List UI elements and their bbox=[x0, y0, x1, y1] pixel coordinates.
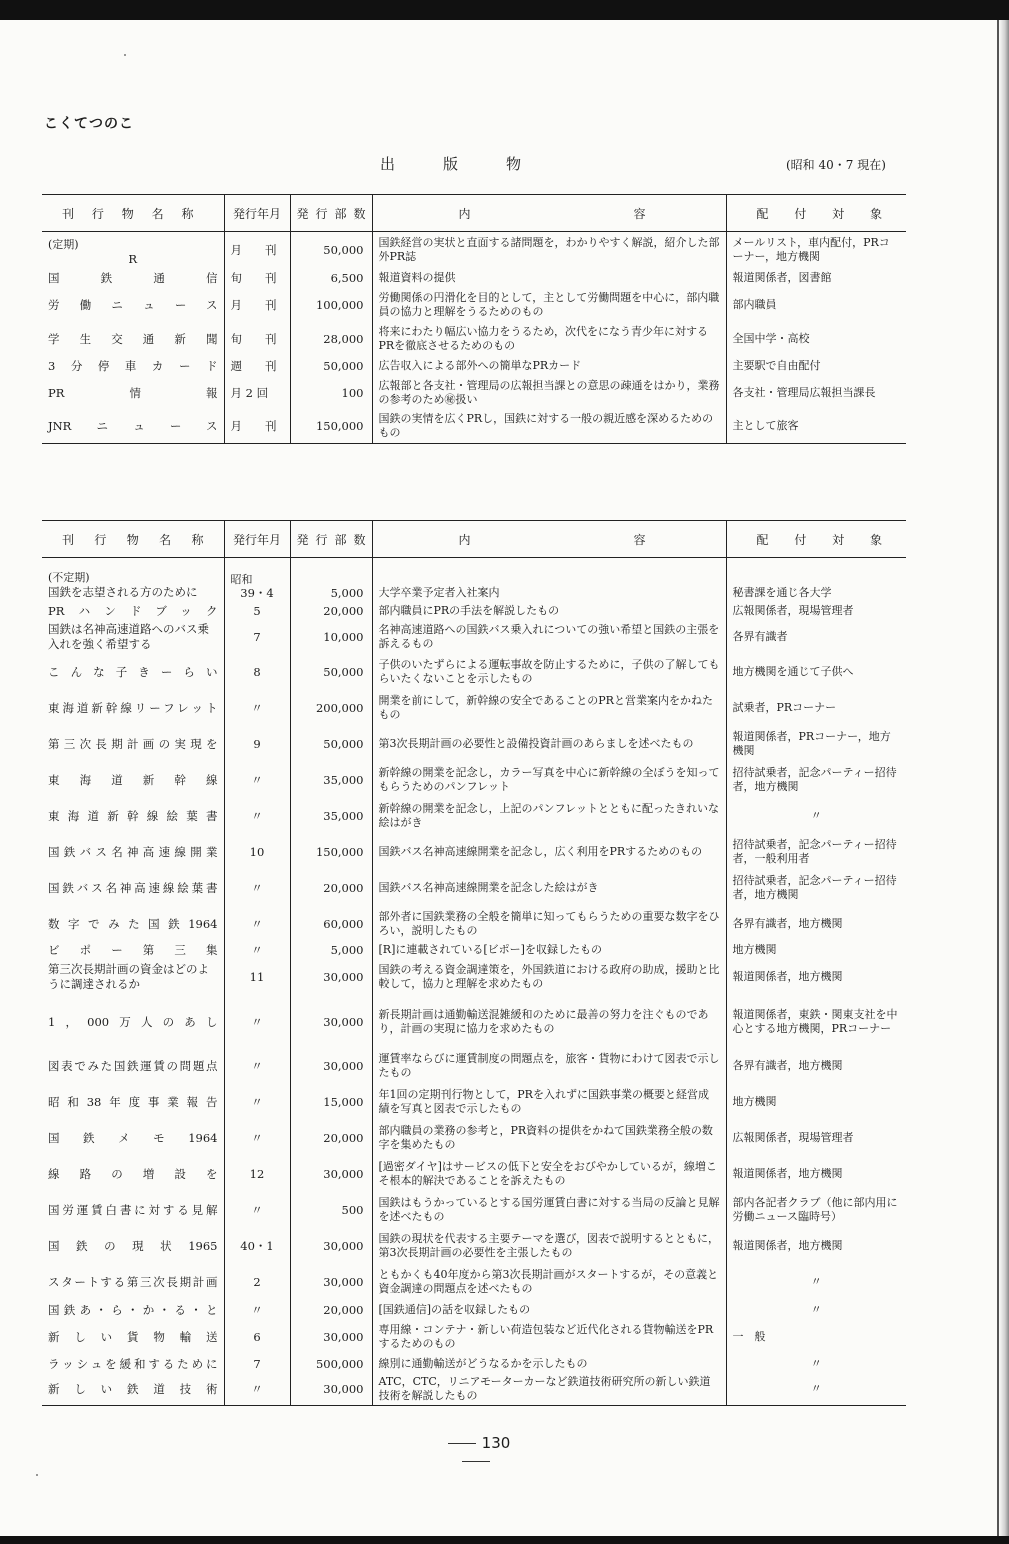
content-description: 名神高速道路への国鉄バス乗入れについての強い希望と国鉄の主張を訴えるもの bbox=[372, 620, 726, 654]
publication-name: 線路の増設を bbox=[48, 1166, 218, 1181]
publication-name: 1，000万人のあし bbox=[48, 1014, 218, 1029]
scan-speck bbox=[36, 1474, 38, 1476]
content-description: 新幹線の開業を記念し，上記のパンフレットとともに配ったきれいな絵はがき bbox=[372, 798, 726, 834]
publication-name: 第三次長期計画の実現を bbox=[48, 736, 218, 751]
content-description: 部内職員の業務の参考と，PR資料の提供をかねて国鉄業務全般の数字を集めたもの bbox=[372, 1120, 726, 1156]
content-description: 新長期計画は通勤輸送混雑緩和のために最善の努力を注ぐものであり，計画の実現に協力を求めたもの bbox=[372, 996, 726, 1048]
distribution-target: 招待試乗者，記念パーティー招待者，地方機関 bbox=[726, 870, 906, 906]
section-label: (不定期) bbox=[48, 570, 90, 584]
content-description: 報道資料の提供 bbox=[372, 268, 726, 288]
publication-name bbox=[42, 558, 224, 602]
publication-name: 東海道新幹線 bbox=[48, 772, 218, 787]
table-row bbox=[42, 356, 906, 376]
issue-frequency: 月 刊 bbox=[224, 410, 290, 444]
distribution-target: 主として旅客 bbox=[726, 410, 906, 444]
distribution-target: 各界有識者 bbox=[726, 620, 906, 654]
publication-name: PRハンドブック bbox=[48, 603, 218, 618]
content-description: 子供のいたずらによる運転事故を防止するために，子供の了解してもらいたくないことを示したもの bbox=[372, 654, 726, 690]
table-row bbox=[42, 1120, 906, 1156]
distribution-target: 各界有識者，地方機関 bbox=[726, 1048, 906, 1084]
publication-name: こんな子きーらい bbox=[48, 664, 218, 679]
issue-date: 6 bbox=[224, 1320, 290, 1354]
table-row bbox=[42, 798, 906, 834]
content-description: 新幹線の開業を記念し，カラー写真を中心に新幹線の全ぼうを知ってもらうためのパンフレット bbox=[372, 762, 726, 798]
running-header: こくてつのこ bbox=[44, 116, 134, 132]
table-row bbox=[42, 870, 906, 906]
as-of-date: (昭和 40・7 現在) bbox=[786, 158, 886, 172]
content-description: 国鉄はもうかっているとする国労運賃白書に対する当局の反論と見解を述べたもの bbox=[372, 1192, 726, 1228]
issue-date: 12 bbox=[224, 1156, 290, 1192]
circulation-count: 20,000 bbox=[290, 602, 372, 620]
circulation-count: 35,000 bbox=[290, 798, 372, 834]
circulation-count: 30,000 bbox=[290, 1264, 372, 1300]
issue-date: 〃 bbox=[224, 690, 290, 726]
circulation-count: 28,000 bbox=[290, 322, 372, 356]
table-row bbox=[42, 620, 906, 654]
distribution-target: 地方機関 bbox=[726, 1084, 906, 1120]
publication-name: 国鉄バス名神高速線絵葉書 bbox=[48, 880, 218, 895]
content-description: ともかくも40年度から第3次長期計画がスタートするが，その意義と資金調達の問題点を述べたもの bbox=[372, 1264, 726, 1300]
content-description: 線別に通勤輸送がどうなるかを示したもの bbox=[372, 1354, 726, 1374]
distribution-target: 部内各記者クラブ（他に部内用に労働ニュース臨時号） bbox=[726, 1192, 906, 1228]
table-row bbox=[42, 834, 906, 870]
section-label: (定期) bbox=[48, 238, 79, 251]
col-header-name: 刊行物名称 bbox=[42, 195, 224, 232]
circulation-count: 15,000 bbox=[290, 1084, 372, 1120]
circulation-count: 20,000 bbox=[290, 1300, 372, 1320]
publication-name: 東海道新幹線リーフレット bbox=[48, 700, 218, 715]
publication-name-text: 国鉄を志望される方のために bbox=[48, 584, 198, 599]
issue-date: 〃 bbox=[224, 996, 290, 1048]
circulation-count: 50,000 bbox=[290, 654, 372, 690]
issue-date: 40・1 bbox=[224, 1228, 290, 1264]
table-row bbox=[42, 1374, 906, 1406]
issue-frequency: 旬 刊 bbox=[224, 322, 290, 356]
scan-top-border bbox=[0, 0, 1009, 20]
col-header-target: 配付対象 bbox=[726, 195, 906, 232]
content-description: 国鉄の考える資金調達策を，外国鉄道における政府の助成，援助と比較して，協力と理解を求めたもの bbox=[372, 958, 726, 996]
distribution-target: 招待試乗者，記念パーティー招待者，一般利用者 bbox=[726, 834, 906, 870]
distribution-target: 一 般 bbox=[726, 1320, 906, 1354]
content-description: 国鉄経営の実状と直面する諸問題を，わかりやすく解説，紹介した部外PR誌 bbox=[372, 232, 726, 268]
circulation-count: 30,000 bbox=[290, 1228, 372, 1264]
publication-name: 国鉄の現状1965 bbox=[48, 1238, 218, 1253]
table-header-row bbox=[42, 521, 906, 558]
issue-date: 11 bbox=[224, 958, 290, 996]
publication-name-text: R bbox=[128, 252, 138, 266]
page-number: 130 bbox=[426, 1434, 526, 1470]
content-description: 国鉄の現状を代表する主要テーマを選び，図表で説明するとともに，第3次長期計画の必要性を主張したもの bbox=[372, 1228, 726, 1264]
publication-name: 国鉄通信 bbox=[48, 270, 218, 285]
content-description: 専用線・コンテナ・新しい荷造包装など近代化される貨物輸送をPRするためのもの bbox=[372, 1320, 726, 1354]
distribution-target: 広報関係者，現場管理者 bbox=[726, 1120, 906, 1156]
publication-name: JNRニュース bbox=[48, 419, 218, 434]
table-row bbox=[42, 602, 906, 620]
era-label: 昭和 bbox=[230, 572, 253, 586]
circulation-count: 60,000 bbox=[290, 906, 372, 942]
table-row bbox=[42, 1228, 906, 1264]
table-row bbox=[42, 1300, 906, 1320]
circulation-count: 100 bbox=[290, 376, 372, 410]
circulation-count: 30,000 bbox=[290, 958, 372, 996]
issue-date: 〃 bbox=[224, 1300, 290, 1320]
table-row bbox=[42, 906, 906, 942]
issue-date-text: 39・4 bbox=[240, 585, 274, 600]
table-row bbox=[42, 1264, 906, 1300]
issue-date: 7 bbox=[224, 1354, 290, 1374]
content-description: 運賃率ならびに運賃制度の問題点を，旅客・貨物にわけて図表で示したもの bbox=[372, 1048, 726, 1084]
content-description: 国鉄バス名神高速線開業を記念し，広く利用をPRするためのもの bbox=[372, 834, 726, 870]
content-description: ATC，CTC，リニアモーターカーなど鉄道技術研究所の新しい鉄道技術を解説したもの bbox=[372, 1374, 726, 1406]
circulation-count: 10,000 bbox=[290, 620, 372, 654]
content-description: [国鉄通信]の話を収録したもの bbox=[372, 1300, 726, 1320]
table-row bbox=[42, 762, 906, 798]
table-row bbox=[42, 322, 906, 356]
col-header-date: 発行年月 bbox=[224, 195, 290, 232]
distribution-target: 報道関係者，地方機関 bbox=[726, 1228, 906, 1264]
publication-name: 昭和38年度事業報告 bbox=[48, 1094, 218, 1109]
distribution-target: 〃 bbox=[726, 1374, 906, 1406]
content-description: 労働関係の円滑化を目的として，主として労働問題を中心に，部内職員の協力と理解をうるためのもの bbox=[372, 288, 726, 322]
table-row bbox=[42, 1156, 906, 1192]
col-header-date: 発行年月 bbox=[224, 521, 290, 558]
publication-name: 数字でみた国鉄1964 bbox=[48, 916, 218, 931]
issue-date: 〃 bbox=[224, 942, 290, 958]
table-row bbox=[42, 558, 906, 602]
circulation-count: 500,000 bbox=[290, 1354, 372, 1374]
periodic-publications-table bbox=[42, 194, 906, 444]
irregular-publications-table bbox=[42, 520, 906, 1406]
distribution-target: 広報関係者，現場管理者 bbox=[726, 602, 906, 620]
page-title: 出版物 bbox=[380, 155, 570, 173]
publication-name: 学生交通新聞 bbox=[48, 331, 218, 346]
table-row bbox=[42, 942, 906, 958]
issue-frequency: 月 刊 bbox=[224, 232, 290, 268]
scan-right-line bbox=[997, 20, 999, 1540]
distribution-target: メールリスト，車内配付，PRコーナー，地方機関 bbox=[726, 232, 906, 268]
distribution-target: 報道関係者，地方機関 bbox=[726, 1156, 906, 1192]
circulation-count: 35,000 bbox=[290, 762, 372, 798]
content-description: 広報部と各支社・管理局の広報担当課との意思の疎通をはかり，業務の参考のため㊙扱い bbox=[372, 376, 726, 410]
issue-date: 2 bbox=[224, 1264, 290, 1300]
publication-name: 国鉄メモ1964 bbox=[48, 1130, 218, 1145]
distribution-target: 〃 bbox=[726, 798, 906, 834]
distribution-target: 報道関係者，東鉄・関東支社を中心とする地方機関，PRコーナー bbox=[726, 996, 906, 1048]
circulation-count: 150,000 bbox=[290, 410, 372, 444]
issue-date: 〃 bbox=[224, 762, 290, 798]
publication-name: 第三次長期計画の資金はどのように調達されるか bbox=[48, 961, 209, 991]
table-row bbox=[42, 232, 906, 268]
content-description: 国鉄の実情を広くPRし，国鉄に対する一般の親近感を深めるためのもの bbox=[372, 410, 726, 444]
issue-date: 〃 bbox=[224, 798, 290, 834]
publication-name bbox=[42, 232, 224, 268]
table-row bbox=[42, 690, 906, 726]
distribution-target: 部内職員 bbox=[726, 288, 906, 322]
table-row bbox=[42, 958, 906, 996]
publication-name: 国鉄バス名神高速線開業 bbox=[48, 844, 218, 859]
col-header-content: 内容 bbox=[372, 195, 726, 232]
issue-date: 9 bbox=[224, 726, 290, 762]
scan-right-shadow bbox=[999, 20, 1009, 1540]
publication-name: 国鉄あ・ら・か・る・と bbox=[48, 1302, 218, 1317]
content-description: 年1回の定期刊行物として，PRを入れずに国鉄事業の概要と経営成績を写真と図表で示したもの bbox=[372, 1084, 726, 1120]
table-row bbox=[42, 376, 906, 410]
publication-name: 国鉄は名神高速道路へのバス乗入れを強く希望する bbox=[48, 621, 209, 651]
distribution-target: 全国中学・高校 bbox=[726, 322, 906, 356]
issue-date: 8 bbox=[224, 654, 290, 690]
publication-name: 労働ニュース bbox=[48, 297, 218, 312]
content-description: 広告収入による部外への簡単なPRカード bbox=[372, 356, 726, 376]
issue-frequency: 月 刊 bbox=[224, 288, 290, 322]
col-header-copies: 発行部数 bbox=[290, 521, 372, 558]
content-description: 大学卒業予定者入社案内 bbox=[372, 558, 726, 602]
scan-speck bbox=[124, 54, 126, 56]
publication-name: 図表でみた国鉄運賃の問題点 bbox=[48, 1058, 218, 1073]
distribution-target: 〃 bbox=[726, 1354, 906, 1374]
publication-name: ラッシュを緩和するために bbox=[48, 1356, 218, 1371]
publication-name: 東海道新幹線絵葉書 bbox=[48, 808, 218, 823]
distribution-target: 〃 bbox=[726, 1264, 906, 1300]
issue-date: 10 bbox=[224, 834, 290, 870]
issue-date: 〃 bbox=[224, 1192, 290, 1228]
publication-name: ビポー第三集 bbox=[48, 942, 218, 957]
content-description: 第3次長期計画の必要性と設備投資計画のあらましを述べたもの bbox=[372, 726, 726, 762]
issue-date: 〃 bbox=[224, 1374, 290, 1406]
circulation-count: 30,000 bbox=[290, 1320, 372, 1354]
circulation-count: 6,500 bbox=[290, 268, 372, 288]
issue-frequency: 旬 刊 bbox=[224, 268, 290, 288]
table-row bbox=[42, 1192, 906, 1228]
content-description: 部内職員にPRの手法を解説したもの bbox=[372, 602, 726, 620]
circulation-count: 50,000 bbox=[290, 232, 372, 268]
circulation-count: 20,000 bbox=[290, 1120, 372, 1156]
distribution-target: 試乗者，PRコーナー bbox=[726, 690, 906, 726]
content-description: 開業を前にして，新幹線の安全であることのPRと営業案内をかねたもの bbox=[372, 690, 726, 726]
issue-date bbox=[224, 558, 290, 602]
circulation-count: 5,000 bbox=[290, 942, 372, 958]
table-row bbox=[42, 726, 906, 762]
distribution-target: 招待試乗者，記念パーティー招待者，地方機関 bbox=[726, 762, 906, 798]
distribution-target: 地方機関を通じて子供へ bbox=[726, 654, 906, 690]
table-header-row bbox=[42, 195, 906, 232]
table-row bbox=[42, 654, 906, 690]
publication-name: 新しい鉄道技術 bbox=[48, 1382, 218, 1397]
distribution-target: 地方機関 bbox=[726, 942, 906, 958]
content-description: 国鉄バス名神高速線開業を記念した絵はがき bbox=[372, 870, 726, 906]
issue-date: 〃 bbox=[224, 1120, 290, 1156]
circulation-count: 50,000 bbox=[290, 356, 372, 376]
content-description: 将来にわたり幅広い協力をうるため，次代をになう青少年に対するPRを徹底させるためのもの bbox=[372, 322, 726, 356]
circulation-count: 30,000 bbox=[290, 996, 372, 1048]
issue-date: 〃 bbox=[224, 906, 290, 942]
circulation-count: 100,000 bbox=[290, 288, 372, 322]
col-header-copies: 発行部数 bbox=[290, 195, 372, 232]
circulation-count: 20,000 bbox=[290, 870, 372, 906]
distribution-target: 主要駅で自由配付 bbox=[726, 356, 906, 376]
issue-date: 〃 bbox=[224, 1084, 290, 1120]
content-description: [R]に連載されている[ビポー]を収録したもの bbox=[372, 942, 726, 958]
distribution-target: 報道関係者，PRコーナー，地方機関 bbox=[726, 726, 906, 762]
col-header-name: 刊行物名称 bbox=[42, 521, 224, 558]
distribution-target: 報道関係者，図書館 bbox=[726, 268, 906, 288]
scan-bottom-border bbox=[0, 1536, 1009, 1544]
publication-name: 3分停車カード bbox=[48, 358, 218, 373]
table-row bbox=[42, 1084, 906, 1120]
distribution-target: 各界有識者，地方機関 bbox=[726, 906, 906, 942]
table-row bbox=[42, 1354, 906, 1374]
table-row bbox=[42, 996, 906, 1048]
publication-name: 新しい貨物輸送 bbox=[48, 1329, 218, 1344]
circulation-count: 30,000 bbox=[290, 1374, 372, 1406]
circulation-count: 200,000 bbox=[290, 690, 372, 726]
distribution-target: 報道関係者，地方機関 bbox=[726, 958, 906, 996]
issue-date: 7 bbox=[224, 620, 290, 654]
distribution-target: 〃 bbox=[726, 1300, 906, 1320]
table-row bbox=[42, 410, 906, 444]
circulation-count: 5,000 bbox=[290, 558, 372, 602]
table-row bbox=[42, 1320, 906, 1354]
circulation-count: 50,000 bbox=[290, 726, 372, 762]
circulation-count: 500 bbox=[290, 1192, 372, 1228]
publication-name: 国労運賃白書に対する見解 bbox=[48, 1202, 218, 1217]
table-row bbox=[42, 268, 906, 288]
table-row bbox=[42, 288, 906, 322]
circulation-count: 30,000 bbox=[290, 1048, 372, 1084]
issue-frequency: 週 刊 bbox=[224, 356, 290, 376]
publication-name: PR情報 bbox=[48, 385, 218, 400]
issue-date: 5 bbox=[224, 602, 290, 620]
col-header-target: 配付対象 bbox=[726, 521, 906, 558]
issue-frequency: 月 2 回 bbox=[224, 376, 290, 410]
table-row bbox=[42, 1048, 906, 1084]
issue-date: 〃 bbox=[224, 1048, 290, 1084]
circulation-count: 150,000 bbox=[290, 834, 372, 870]
content-description: 部外者に国鉄業務の全般を簡単に知ってもらうための重要な数字をひろい，説明したもの bbox=[372, 906, 726, 942]
publication-name: スタートする第三次長期計画 bbox=[48, 1274, 218, 1289]
distribution-target: 秘書課を通じ各大学 bbox=[726, 558, 906, 602]
circulation-count: 30,000 bbox=[290, 1156, 372, 1192]
content-description: [過密ダイヤ]はサービスの低下と安全をおびやかしているが，線増こそ根本的解決であることを訴えたもの bbox=[372, 1156, 726, 1192]
col-header-content: 内容 bbox=[372, 521, 726, 558]
issue-date: 〃 bbox=[224, 870, 290, 906]
distribution-target: 各支社・管理局広報担当課長 bbox=[726, 376, 906, 410]
